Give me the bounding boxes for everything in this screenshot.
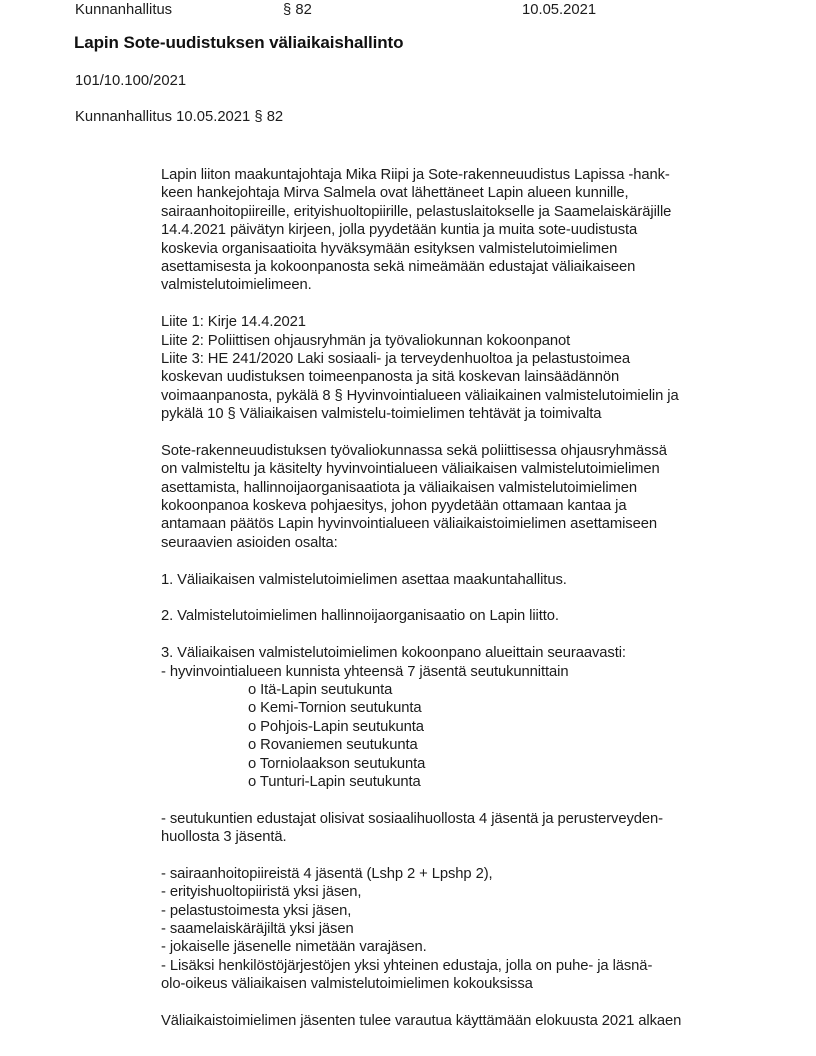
text-line: antamaan päätös Lapin hyvinvointialueen väliaikaistoimielimen asettamiseen <box>161 516 657 533</box>
header-section-number: § 82 <box>283 2 312 18</box>
item-2 <box>161 607 801 625</box>
text-line: - saamelaiskäräjiltä yksi jäsen <box>161 921 354 938</box>
text-line: o Tunturi-Lapin seutukunta <box>248 773 421 790</box>
attachments-list <box>161 313 801 423</box>
text-line: olo-oikeus väliaikaisen valmistelutoimielimen kokouksissa <box>161 976 533 993</box>
text-line: - sairaanhoitopiireistä 4 jäsentä (Lshp 2 + Lpshp 2), <box>161 865 493 882</box>
page-title: Lapin Sote-uudistuksen väliaikaishallinto <box>74 33 404 52</box>
item-1 <box>161 571 801 589</box>
preparation-paragraph <box>161 442 801 552</box>
text-line: pykälä 10 § Väliaikaisen valmistelu-toimielimen tehtävät ja toimivalta <box>161 406 602 423</box>
text-line: o Itä-Lapin seutukunta <box>248 681 393 698</box>
text-line: 14.4.2021 päivätyn kirjeen, jolla pyydetään kuntia ja muita sote-uudistusta <box>161 222 638 239</box>
text-line: Liite 1: Kirje 14.4.2021 <box>161 314 306 331</box>
text-line: on valmisteltu ja käsitelty hyvinvointialueen väliaikaisen valmistelutoimielimen <box>161 461 660 478</box>
document-body <box>161 166 801 1030</box>
text-line: - Lisäksi henkilöstöjärjestöjen yksi yhteinen edustaja, jolla on puhe- ja läsnä- <box>161 957 653 974</box>
text-line: Sote-rakenneuudistuksen työvaliokunnassa sekä poliittisessa ohjausryhmässä <box>161 442 667 459</box>
text-line: koskevan uudistuksen toimeenpanosta ja sitä koskevan lainsäädännön <box>161 369 620 386</box>
text-line: o Rovaniemen seutukunta <box>248 737 418 754</box>
text-line: keen hankejohtaja Mirva Salmela ovat lähettäneet Lapin alueen kunnille, <box>161 185 629 202</box>
subregion-list <box>161 681 801 791</box>
text-line: valmistelutoimielimeen. <box>161 277 312 294</box>
text-line: - erityishuoltopiiristä yksi jäsen, <box>161 884 362 901</box>
text-line: o Torniolaakson seutukunta <box>248 755 426 772</box>
header-committee: Kunnanhallitus <box>75 2 173 18</box>
text-line: Liite 2: Poliittisen ohjausryhmän ja työvaliokunnan kokoonpanot <box>161 332 571 349</box>
text-line: 2. Valmistelutoimielimen hallinnoijaorganisaatio on Lapin liitto. <box>161 608 559 625</box>
header-date: 10.05.2021 <box>522 2 597 18</box>
text-line: koskevia organisaatioita hyväksymään esityksen valmistelutoimielimen <box>161 240 618 257</box>
text-line: 1. Väliaikaisen valmistelutoimielimen asettaa maakuntahallitus. <box>161 571 567 588</box>
closing-line <box>161 1012 801 1030</box>
member-details-list <box>161 865 801 994</box>
text-line: - hyvinvointialueen kunnista yhteensä 7 jäsentä seutukunnittain <box>161 663 569 680</box>
text-line: sairaanhoitopiireille, erityishuoltopiirille, pelastuslaitokselle ja Saamelaiskäräjille <box>161 203 672 220</box>
case-number: 101/10.100/2021 <box>75 73 187 89</box>
text-line: - jokaiselle jäsenelle nimetään varajäsen. <box>161 939 427 956</box>
text-line: seuraavien asioiden osalta: <box>161 534 338 551</box>
text-line: voimaanpanosta, pykälä 8 § Hyvinvointialueen väliaikainen valmistelutoimielin ja <box>161 387 679 404</box>
intro-paragraph <box>161 166 801 295</box>
text-line: Lapin liiton maakuntajohtaja Mika Riipi ja Sote-rakenneuudistus Lapissa -hank- <box>161 167 670 183</box>
text-line: - pelastustoimesta yksi jäsen, <box>161 902 352 919</box>
text-line: o Pohjois-Lapin seutukunta <box>248 718 424 735</box>
text-line: kokoonpanoa koskeva pohjaesitys, johon pyydetään ottamaan kantaa ja <box>161 498 627 515</box>
text-line: asettamisesta ja kokoonpanosta sekä nimeämään edustajat väliaikaiseen <box>161 258 636 275</box>
text-line: huollosta 3 jäsentä. <box>161 829 287 846</box>
text-line: Liite 3: HE 241/2020 Laki sosiaali- ja terveydenhuoltoa ja pelastustoimea <box>161 350 630 367</box>
item-3 <box>161 644 801 681</box>
subregion-representatives-note <box>161 810 801 847</box>
text-line: 3. Väliaikaisen valmistelutoimielimen kokoonpano alueittain seuraavasti: <box>161 645 626 662</box>
text-line: - seutukuntien edustajat olisivat sosiaalihuollosta 4 jäsentä ja perusterveyden- <box>161 810 663 827</box>
text-line: o Kemi-Tornion seutukunta <box>248 700 422 717</box>
text-line: asettamista, hallinnoijaorganisaatiota ja väliaikaisen valmistelutoimielimen <box>161 479 638 496</box>
meeting-reference: Kunnanhallitus 10.05.2021 § 82 <box>75 109 284 125</box>
text-line: Väliaikaistoimielimen jäsenten tulee varautua käyttämään elokuusta 2021 alkaen <box>161 1012 682 1029</box>
